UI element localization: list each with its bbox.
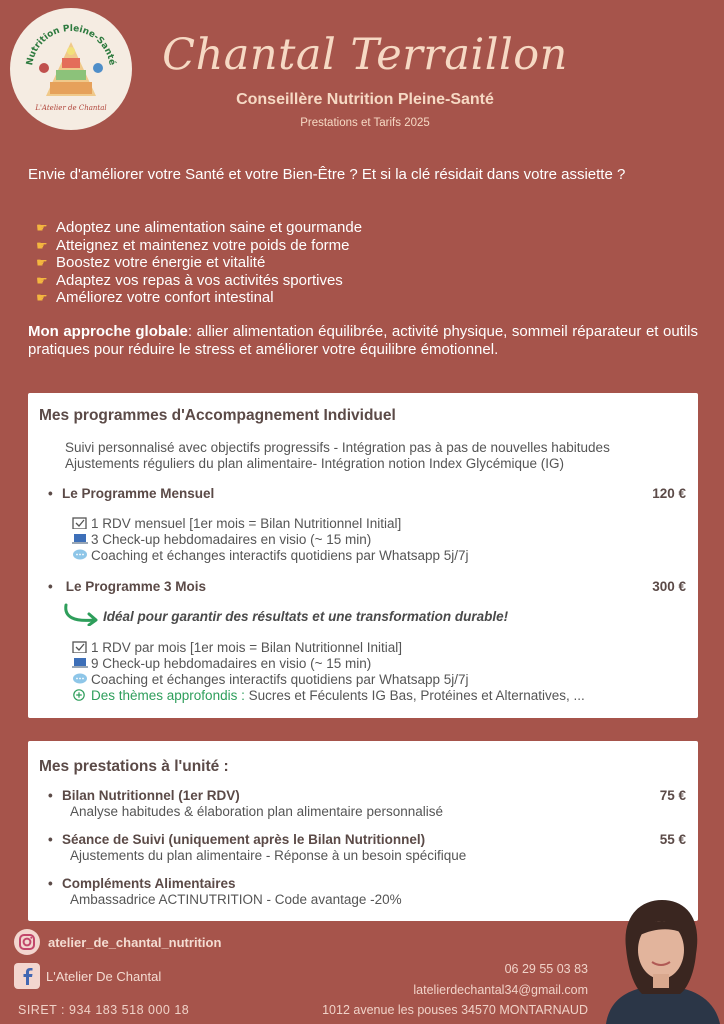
unit-item-desc: Analyse habitudes & élaboration plan alimentaire personnalisé bbox=[70, 804, 443, 819]
facebook-icon[interactable] bbox=[14, 963, 40, 989]
themes-label: Des thèmes approfondis : bbox=[91, 688, 245, 703]
list-item: ☛ Améliorez votre confort intestinal bbox=[36, 289, 274, 306]
instagram-handle[interactable]: atelier_de_chantal_nutrition bbox=[48, 935, 222, 950]
logo bbox=[10, 8, 132, 130]
subtitle: Conseillère Nutrition Pleine-Santé bbox=[236, 91, 494, 108]
list-item: 3 Check-up hebdomadaires en visio (~ 15 min) bbox=[72, 532, 371, 548]
facebook-page[interactable]: L'Atelier De Chantal bbox=[46, 969, 162, 984]
individual-desc-2: Ajustements réguliers du plan alimentaire- Intégration notion Index Glycémique (IG) bbox=[65, 456, 564, 471]
postal-address: 1012 avenue les pouses 34570 MONTARNAUD bbox=[322, 1003, 588, 1017]
unit-item-name: • Séance de Suivi (uniquement après le Bilan Nutritionnel) bbox=[48, 832, 426, 847]
monthly-program-price: 120 € bbox=[652, 486, 686, 501]
individual-programs-card bbox=[28, 393, 698, 718]
instagram-icon[interactable] bbox=[14, 929, 40, 955]
list-item: Coaching et échanges interactifs quotidiens par Whatsapp 5j/7j bbox=[72, 548, 468, 564]
unit-item-desc: Ambassadrice ACTINUTRITION - Code avantage -20% bbox=[70, 892, 402, 907]
list-item: ☛ Boostez votre énergie et vitalité bbox=[36, 254, 266, 271]
calendar-check-icon bbox=[72, 517, 88, 529]
three-month-highlight: Idéal pour garantir des résultats et une transformation durable! bbox=[103, 609, 509, 624]
list-item: 9 Check-up hebdomadaires en visio (~ 15 min) bbox=[72, 656, 371, 672]
unit-title: Mes prestations à l'unité : bbox=[39, 758, 229, 775]
list-item: Coaching et échanges interactifs quotidiens par Whatsapp 5j/7j bbox=[72, 672, 468, 688]
year-line: Prestations et Tarifs 2025 bbox=[300, 117, 430, 129]
unit-item-price: 75 € bbox=[659, 788, 686, 803]
unit-item-name: • Compléments Alimentaires bbox=[48, 876, 236, 891]
email-address[interactable]: latelierdechantal34@gmail.com bbox=[413, 983, 588, 997]
laptop-icon bbox=[72, 533, 88, 545]
benefits-list bbox=[36, 219, 696, 307]
siret-number: SIRET : 934 183 518 000 18 bbox=[18, 1003, 190, 1017]
list-item: 1 RDV par mois [1er mois = Bilan Nutritionnel Initial] bbox=[72, 640, 402, 656]
list-item: Des thèmes approfondis : Sucres et Féculents IG Bas, Protéines et Alternatives, ... bbox=[72, 688, 585, 704]
unit-item-name: • Bilan Nutritionnel (1er RDV) bbox=[48, 788, 240, 803]
calendar-check-icon bbox=[72, 641, 88, 653]
list-item: 1 RDV mensuel [1er mois = Bilan Nutritionnel Initial] bbox=[72, 516, 401, 532]
pointing-hand-icon: ☛ bbox=[36, 290, 48, 305]
individual-desc-1: Suivi personnalisé avec objectifs progressifs - Intégration pas à pas de nouvelles habitudes bbox=[65, 440, 610, 455]
approach-label: Mon approche globale bbox=[28, 323, 188, 340]
portrait-photo bbox=[598, 896, 724, 1024]
list-item: ☛ Adoptez une alimentation saine et gourmande bbox=[36, 219, 363, 236]
unit-services-card bbox=[28, 741, 698, 921]
unit-item-desc: Ajustements du plan alimentaire - Réponse à un besoin spécifique bbox=[70, 848, 467, 863]
individual-title: Mes programmes d'Accompagnement Individuel bbox=[39, 407, 396, 424]
laptop-icon bbox=[72, 657, 88, 669]
pointing-hand-icon: ☛ bbox=[36, 237, 48, 253]
plus-circle-icon bbox=[72, 689, 88, 701]
pointing-hand-icon: ☛ bbox=[36, 272, 48, 288]
chat-bubble-icon bbox=[72, 549, 88, 561]
intro-text: Envie d'améliorer votre Santé et votre Bien-Être ? Et si la clé résidait dans votre assiette ? bbox=[28, 166, 626, 183]
phone-number[interactable]: 06 29 55 03 83 bbox=[504, 962, 588, 976]
pointing-hand-icon: ☛ bbox=[36, 220, 48, 235]
pointing-hand-icon: ☛ bbox=[36, 255, 48, 270]
list-item: ☛ Adaptez vos repas à vos activités sportives bbox=[36, 271, 343, 289]
approach-text: Mon approche globale: allier alimentation équilibrée, activité physique, sommeil réparateur et outils pratiques pour réduire le stress et améliorer votre équilibre émotionnel. bbox=[28, 323, 698, 358]
page-title: Chantal Terraillon bbox=[162, 30, 568, 80]
logo-bottom-text: L'Atelier de Chantal bbox=[35, 104, 107, 112]
list-item: ☛ Atteignez et maintenez votre poids de forme bbox=[36, 236, 350, 254]
chat-bubble-icon bbox=[72, 673, 88, 685]
three-month-program-price: 300 € bbox=[652, 579, 686, 594]
monthly-program-name: • Le Programme Mensuel bbox=[48, 486, 215, 501]
three-month-program-name: • Le Programme 3 Mois bbox=[48, 579, 207, 594]
unit-item-price: 55 € bbox=[659, 832, 686, 847]
curved-arrow-icon bbox=[62, 602, 102, 626]
logo-illustration bbox=[10, 8, 132, 130]
logo-arc-text: Nutrition Pleine-Santé bbox=[25, 23, 117, 67]
